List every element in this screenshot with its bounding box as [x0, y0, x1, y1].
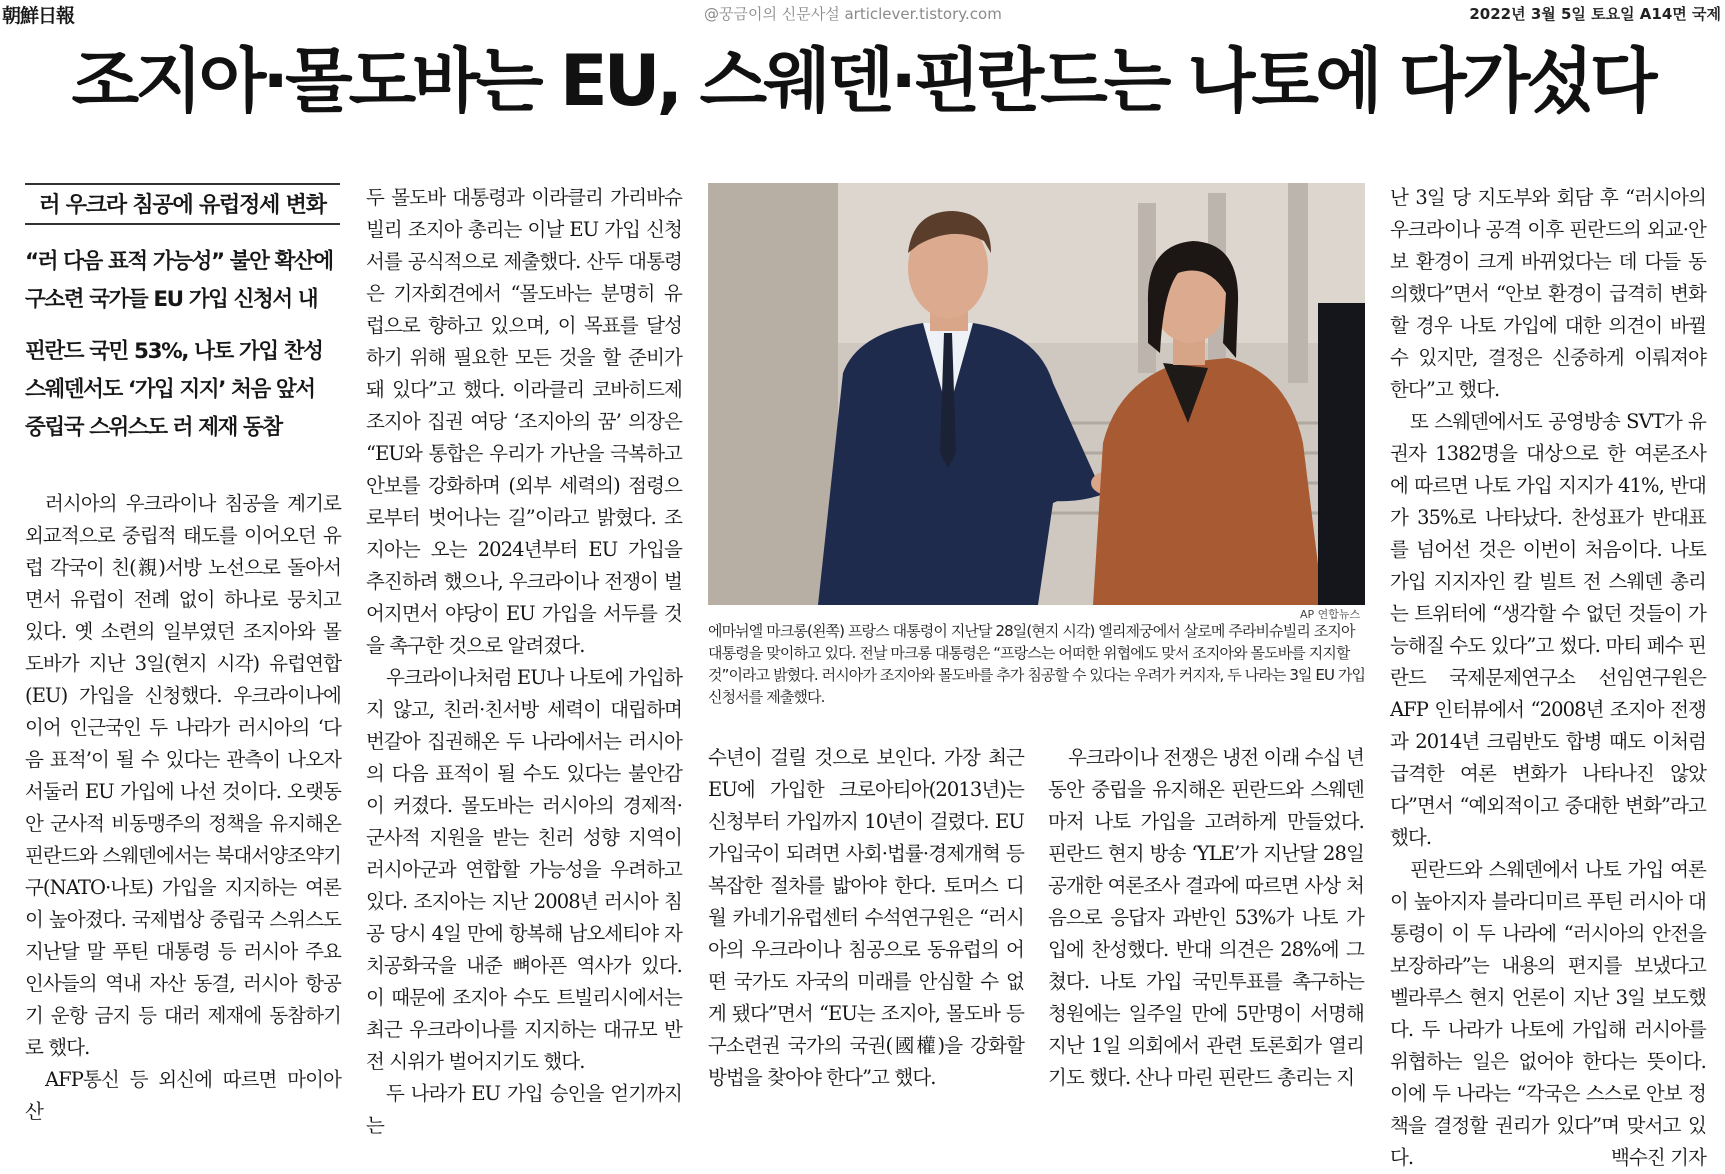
- body-column-4: [1048, 742, 1364, 1094]
- headline: 조지아·몰도바는 EU, 스웨덴·핀란드는 나토에 다가섰다: [71, 40, 1654, 122]
- watermark-credit: @꿍금이의 신문사설 articlever.tistory.com: [704, 5, 1002, 23]
- subhead-line: 스웨덴서도 ‘가입 지지’ 처음 앞서: [25, 377, 315, 402]
- body-paragraph: 러시아의 우크라이나 침공을 계기로 외교적으로 중립적 태도를 이어오던 유럽 각국이 친(親)서방 노선으로 돌아서면서 유럽이 전례 없이 하나로 뭉치고 있다. 옛 소련의 일부였던 조지아와 몰도바가 지난 3일(현지 시각) 유럽연합(EU) 가입을 신청했다. 우크라이나에 이어 인근국인 두 나라가 러시아의 ‘다음 표적’이 될 수 있다는 관측이 나오자 서둘러 EU 가입에 나선 것이다. 오랫동안 군사적 비동맹주의 정책을 유지해온 핀란드와 스웨덴에서는 북대서양조약기구(NATO·나토) 가입을 지지하는 여론이 높아졌다. 국제법상 중립국 스위스도 지난달 말 푸틴 대통령 등 러시아 주요 인사들의 역내 자산 동결, 러시아 항공기 운항 금지 등 대러 제재에 동참하기로 했다.: [25, 492, 341, 1059]
- body-paragraph: 수년이 걸릴 것으로 보인다. 가장 최근 EU에 가입한 크로아티아(2013년)는 신청부터 가입까지 10년이 걸렸다. EU 가입국이 되려면 사회·법률·경제개혁 등 복잡한 절차를 밟아야 한다. 토머스 디 월 카네기유럽센터 수석연구원은 “러시아의 우크라이나 침공으로 동유럽의 어떤 국가도 자국의 미래를 안심할 수 없게 됐다”면서 “EU는 조지아, 몰도바 등 구소련권 국가의 국권(國權)을 강화할 방법을 찾아야 한다”고 했다.: [708, 746, 1024, 1089]
- body-paragraph: 우크라이나 전쟁은 냉전 이래 수십 년 동안 중립을 유지해온 핀란드와 스웨덴마저 나토 가입을 고려하게 만들었다. 핀란드 현지 방송 ‘YLE’가 지난달 28일 공개한 여론조사 결과에 따르면 사상 처음으로 응답자 과반인 53%가 나토 가입에 찬성했다. 반대 의견은 28%에 그쳤다. 나토 가입 국민투표를 촉구하는 청원에는 일주일 만에 5만명이 서명해 지난 1일 의회에서 관련 토론회가 열리기도 했다. 산나 마린 핀란드 총리는 지: [1048, 746, 1364, 1089]
- body-column-3: [708, 742, 1024, 1094]
- subhead-line: 중립국 스위스도 러 제재 동참: [25, 415, 282, 440]
- subhead-line: 핀란드 국민 53%, 나토 가입 찬성: [25, 339, 323, 364]
- masthead: [0, 0, 1725, 28]
- subhead-group-2: [25, 333, 345, 447]
- subhead-line: “러 다음 표적 가능성” 불안 확산에: [25, 249, 333, 274]
- body-paragraph: 또 스웨덴에서도 공영방송 SVT가 유권자 1382명을 대상으로 한 여론조사에 따르면 나토 가입 지지가 41%, 반대가 35%로 나타났다. 찬성표가 반대표를 넘어선 것은 이번이 처음이다. 나토 가입 지지자인 칼 빌트 전 스웨덴 총리는 트위터에 “생각할 수 없던 것들이 가능해질 수도 있다”고 썼다. 마티 페수 핀란드 국제문제연구소 선임연구원은 AFP 인터뷰에서 “2008년 조지아 전쟁과 2014년 크림반도 합병 때도 이처럼 급격한 여론 변화가 나타나진 않았다”면서 “예외적이고 중대한 변화”라고 했다.: [1390, 410, 1706, 849]
- body-column-1: [25, 488, 341, 1128]
- newspaper-logo: 朝鮮日報: [2, 5, 75, 27]
- subhead-group-1: [25, 243, 345, 319]
- body-paragraph: 우크라이나처럼 EU나 나토에 가입하지 않고, 친러·친서방 세력이 대립하며 번갈아 집권해온 두 나라에서는 러시아의 다음 표적이 될 수도 있다는 불안감이 커졌다. 몰도바는 러시아의 경제적·군사적 지원을 받는 친러 성향 지역이 러시아군과 연합할 가능성을 우려하고 있다. 조지아는 지난 2008년 러시아 침공 당시 4일 만에 항복해 남오세티야 자치공화국을 내준 뼈아픈 역사가 있다. 이 때문에 조지아 수도 트빌리시에서는 최근 우크라이나를 지지하는 대규모 반전 시위가 벌어지기도 했다.: [366, 666, 682, 1073]
- body-paragraph: AFP통신 등 외신에 따르면 마이아 산: [25, 1068, 341, 1123]
- body-paragraph: 난 3일 당 지도부와 회담 후 “러시아의 우크라이나 공격 이후 핀란드의 외교·안보 환경이 크게 바뀌었다는 데 다들 동의했다”면서 “안보 환경이 급격히 변화할 경우 나토 가입에 대한 의견이 바뀔 수 있지만, 결정은 신중하게 이뤄져야 한다”고 했다.: [1390, 186, 1706, 401]
- body-column-5: [1390, 182, 1706, 1174]
- body-paragraph: [1390, 854, 1706, 1174]
- body-paragraph: 두 몰도바 대통령과 이라클리 가리바슈빌리 조지아 총리는 이날 EU 가입 신청서를 공식적으로 제출했다. 산두 대통령은 기자회견에서 “몰도바는 분명히 유럽으로 향하고 있으며, 이 목표를 달성하기 위해 필요한 모든 것을 할 준비가 돼 있다”고 했다. 이라클리 코바히드제 조지아 집권 여당 ‘조지아의 꿈’ 의장은 “EU와 통합은 우리가 가난을 극복하고 안보를 강화하며 (외부 세력의) 점령으로부터 벗어나는 길”이라고 밝혔다. 조지아는 오는 2024년부터 EU 가입을 추진하려 했으나, 우크라이나 전쟁이 벌어지면서 야당이 EU 가입을 서두를 것을 촉구한 것으로 알려졌다.: [366, 186, 682, 657]
- photo-caption: 에마뉘엘 마크롱(왼쪽) 프랑스 대통령이 지난달 28일(현지 시각) 엘리제궁에서 살로메 주라비슈빌리 조지아 대통령을 맞이하고 있다. 전날 마크롱 대통령은 “프랑스는 어떠한 위협에도 맞서 조지아와 몰도바를 지지할 것”이라고 밝혔다. 러시아가 조지아와 몰도바를 추가 침공할 수 있다는 우려가 커지자, 두 나라는 3일 EU 가입 신청서를 제출했다.: [708, 622, 1366, 706]
- kicker: 러 우크라 침공에 유럽정세 변화: [25, 183, 340, 225]
- subhead-line: 구소련 국가들 EU 가입 신청서 내: [25, 287, 318, 312]
- byline: 백수진 기자: [1611, 1146, 1706, 1169]
- photo-credit: AP 연합뉴스: [1300, 608, 1361, 621]
- news-photo: [708, 183, 1365, 605]
- body-paragraph: 두 나라가 EU 가입 승인을 얻기까지는: [366, 1082, 682, 1137]
- body-paragraph-text: 핀란드와 스웨덴에서 나토 가입 여론이 높아지자 블라디미르 푸틴 러시아 대통령이 이 두 나라에 “러시아의 안전을 보장하라”는 내용의 편지를 보냈다고 벨라루스 현지 언론이 지난 3일 보도했다. 두 나라가 나토에 가입해 러시아를 위협하는 일은 없어야 한다는 뜻이다. 이에 두 나라는 “각국은 스스로 안보 정책을 결정할 권리가 있다”며 맞서고 있다.: [1390, 858, 1706, 1169]
- dateline: 2022년 3월 5일 토요일 A14면 국제: [1469, 5, 1721, 23]
- body-column-2: [366, 182, 682, 1142]
